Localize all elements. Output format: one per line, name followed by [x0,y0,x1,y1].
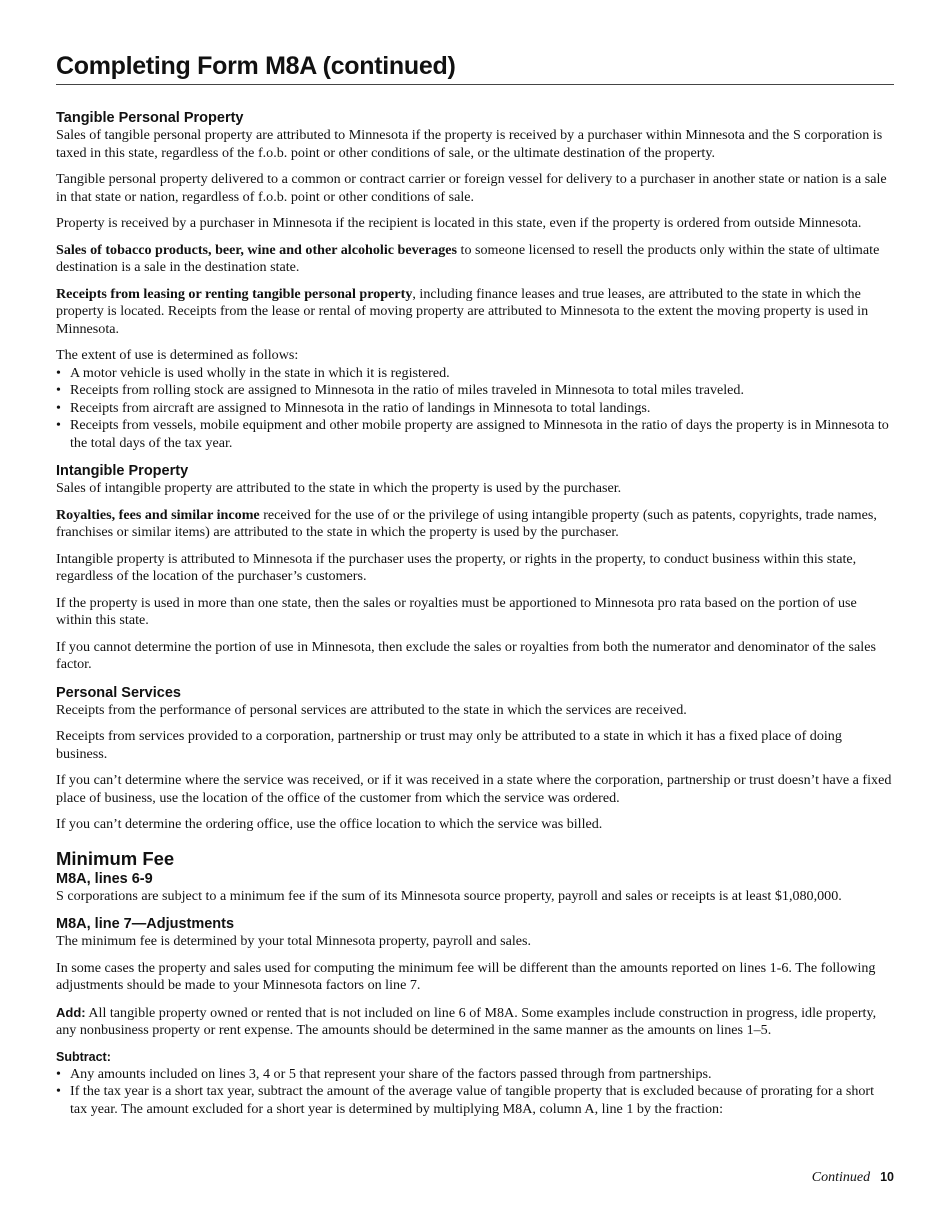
intangible-heading: Intangible Property [56,463,189,479]
list-item: • Any amounts included on lines 3, 4 or 5 that represent your share of the factors passed through from partnerships. [56,1066,894,1084]
intangible-para-2-lead: Royalties, fees and similar income [56,506,260,523]
services-para-3: If you can’t determine where the service was received, or if it was received in a state where the corporation, partnership or trust doesn’t have a fixed place of business, use the location of the office of the customer from which the service was ordered. [56,772,892,806]
continued-label: Continued [811,1170,871,1185]
tangible-para-2: Tangible personal property delivered to a common or contract carrier or foreign vessel for delivery to a purchaser in another state or nation is a sale in that state or nation, regardless of f.o.b. point or other conditions of sale. [56,171,887,205]
minfee-para-2: The minimum fee is determined by your total Minnesota property, payroll and sales. [56,933,532,949]
intangible-para-1: Sales of intangible property are attributed to the state in which the property is used by the purchaser. [56,480,622,496]
intangible-para-4: If the property is used in more than one state, then the sales or royalties must be apportioned to Minnesota pro rata based on the portion of use within this state. [56,594,857,628]
tangible-para-1: Sales of tangible personal property are attributed to Minnesota if the property is received by a purchaser within Minnesota and the S corporation is taxed in this state, regardless of the f.o.b. point or other conditions of sale, or the ultimate destination of the property. [56,127,883,161]
add-label: Add: [56,1004,86,1020]
page-footer [812,1170,894,1186]
list-item: • Receipts from rolling stock are assigned to Minnesota in the ratio of miles traveled in Minnesota to total miles traveled. [56,382,894,400]
list-item: • A motor vehicle is used wholly in the state in which it is registered. [56,365,894,383]
list-item: • Receipts from aircraft are assigned to Minnesota in the ratio of landings in Minnesota to total landings. [56,400,894,418]
tangible-para-5-text: , including finance leases and true leases, are attributed to the state in which the property is located. Receipts from the lease or rental of moving property are attributed to Minnesota to the extent the moving property is used in Minnesota. [56,285,869,337]
services-para-1: Receipts from the performance of personal services are attributed to the state in which the services are received. [56,701,687,718]
add-text: All tangible property owned or rented that is not included on line 6 of M8A. Some examples include construction in progress, idle property, any nonbusiness property or rent expense. The amounts should be determined in the same manner as the amounts on lines 1–5. [56,1004,877,1038]
tangible-para-5-lead: Receipts from leasing or renting tangible personal property [56,285,413,302]
tangible-para-6: The extent of use is determined as follows: [56,347,299,363]
minfee-para-1: S corporations are subject to a minimum fee if the sum of its Minnesota source property, payroll and sales or receipts is at least $1,080,000. [56,887,842,904]
intangible-para-2 [56,507,894,542]
subtract-label: Subtract: [56,1049,111,1064]
minfee-para-3: In some cases the property and sales used for computing the minimum fee will be different than the amounts reported on lines 1-6. The following adjustments should be made to your Minnesota factors on line 7. [56,959,876,993]
tangible-para-5 [56,286,894,339]
services-para-2: Receipts from services provided to a corporation, partnership or trust may only be attributed to a state in which it has a fixed place of doing business. [56,728,842,762]
services-heading: Personal Services [56,684,181,701]
minimum-fee-heading: Minimum Fee [56,847,175,869]
tangible-para-4-lead: Sales of tobacco products, beer, wine and other alcoholic beverages [56,241,457,258]
tangible-para-4 [56,242,894,277]
list-item: • Receipts from vessels, mobile equipment and other mobile property are assigned to Minnesota in the ratio of days the property is in Minnesota to the total days of the tax year. [56,417,894,452]
add-paragraph [56,1004,894,1040]
page-title: Completing Form M8A (continued) [56,52,894,85]
tangible-heading: Tangible Personal Property [56,110,244,126]
list-item: • If the tax year is a short tax year, subtract the amount of the average value of tangible property that is excluded because of prorating for a short tax year. The amount excluded for a short year is determined by multiplying M8A, column A, line 1 by the fraction: [56,1083,894,1118]
tangible-para-4-text: to someone licensed to resell the products only within the state of ultimate destination is a sale in the destination state. [56,241,880,275]
page-number: 10 [880,1170,894,1184]
intangible-para-3: Intangible property is attributed to Minnesota if the purchaser uses the property, or rights in the property, to conduct business within this state, regardless of the location of the purchaser’s customers. [56,550,857,584]
subtract-list [56,1066,894,1119]
extent-of-use-list [56,365,894,453]
intangible-para-2-text: received for the use of or the privilege of using intangible property (such as patents, copyrights, trade names, franchises or similar items) are attributed to the state in which the property is used by the purchaser. [56,506,877,540]
intangible-para-5: If you cannot determine the portion of use in Minnesota, then exclude the sales or royalties from both the numerator and denominator of the sales factor. [56,638,876,672]
page-content [56,0,894,1118]
tangible-para-3: Property is received by a purchaser in Minnesota if the recipient is located in this state, even if the property is ordered from outside Minnesota. [56,215,862,231]
line-7-adjustments-heading: M8A, line 7—Adjustments [56,916,235,932]
lines-6-9-heading: M8A, lines 6-9 [56,870,153,887]
services-para-4: If you can’t determine the ordering office, use the office location to which the service was billed. [56,816,603,832]
